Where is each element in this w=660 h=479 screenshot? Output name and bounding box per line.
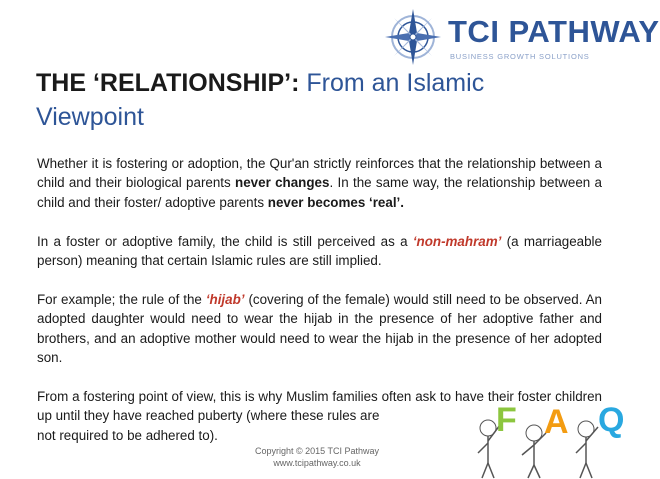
p1-text-c: . In the same way, the relationship between a child and their foster/ adoptive parents bbox=[37, 175, 602, 210]
p2-emphasis-non-mahram: ‘non-mahram’ bbox=[412, 233, 502, 249]
p3-text-a: For example; the rule of the bbox=[37, 291, 206, 307]
p4-text-a: From a fostering point of view, this is why Muslim families often ask to have their foster children up until they have reached puberty (where these rules are bbox=[37, 388, 602, 424]
footer-url: www.tcipathway.co.uk bbox=[273, 458, 361, 468]
p2-text-a: In a foster or adoptive family, the child is still perceived as a bbox=[37, 233, 413, 249]
faq-illustration bbox=[474, 383, 638, 479]
faq-letter-f: F bbox=[496, 401, 517, 439]
paragraph-3 bbox=[37, 290, 602, 368]
footer-copyright: Copyright © 2015 TCI Pathway bbox=[254, 446, 380, 456]
tci-pathway-logo bbox=[384, 8, 660, 68]
logo-tagline: BUSINESS GROWTH SOLUTIONS bbox=[450, 52, 590, 61]
p1-bold-never-real: never becomes ‘real’. bbox=[267, 194, 404, 210]
faq-letter-q: Q bbox=[598, 401, 625, 439]
p1-bold-never-changes: never changes bbox=[235, 175, 330, 191]
p4-text-b: not required to be adhered to). bbox=[37, 427, 218, 443]
faq-letter-a: A bbox=[544, 403, 569, 441]
p2-text-c: (a marriageable person) meaning that certain Islamic rules are still implied. bbox=[37, 233, 602, 269]
title-bold: THE ‘RELATIONSHIP’: bbox=[36, 69, 300, 97]
person-figure-2 bbox=[522, 425, 546, 478]
logo-name: TCI PATHWAY bbox=[448, 14, 660, 49]
compass-icon bbox=[384, 8, 442, 66]
p3-emphasis-hijab: ‘hijab’ bbox=[205, 291, 245, 307]
footer bbox=[232, 445, 402, 469]
paragraph-1 bbox=[37, 154, 602, 212]
p1-text-a: Whether it is fostering or adoption, the Qur'an strictly reinforces that the relationship between a child and their biological parents bbox=[37, 156, 602, 191]
person-figure-3 bbox=[576, 421, 598, 478]
p3-text-c: (covering of the female) would still need to be observed. An adopted daughter would need to wear the hijab in the presence of her adoptive father and brothers, and an adoptive mother would need to wear the hijab in the presence of her adopted son. bbox=[37, 291, 603, 366]
page-title bbox=[36, 66, 596, 134]
paragraph-2 bbox=[37, 232, 602, 271]
title-rest: From an Islamic Viewpoint bbox=[36, 69, 485, 131]
